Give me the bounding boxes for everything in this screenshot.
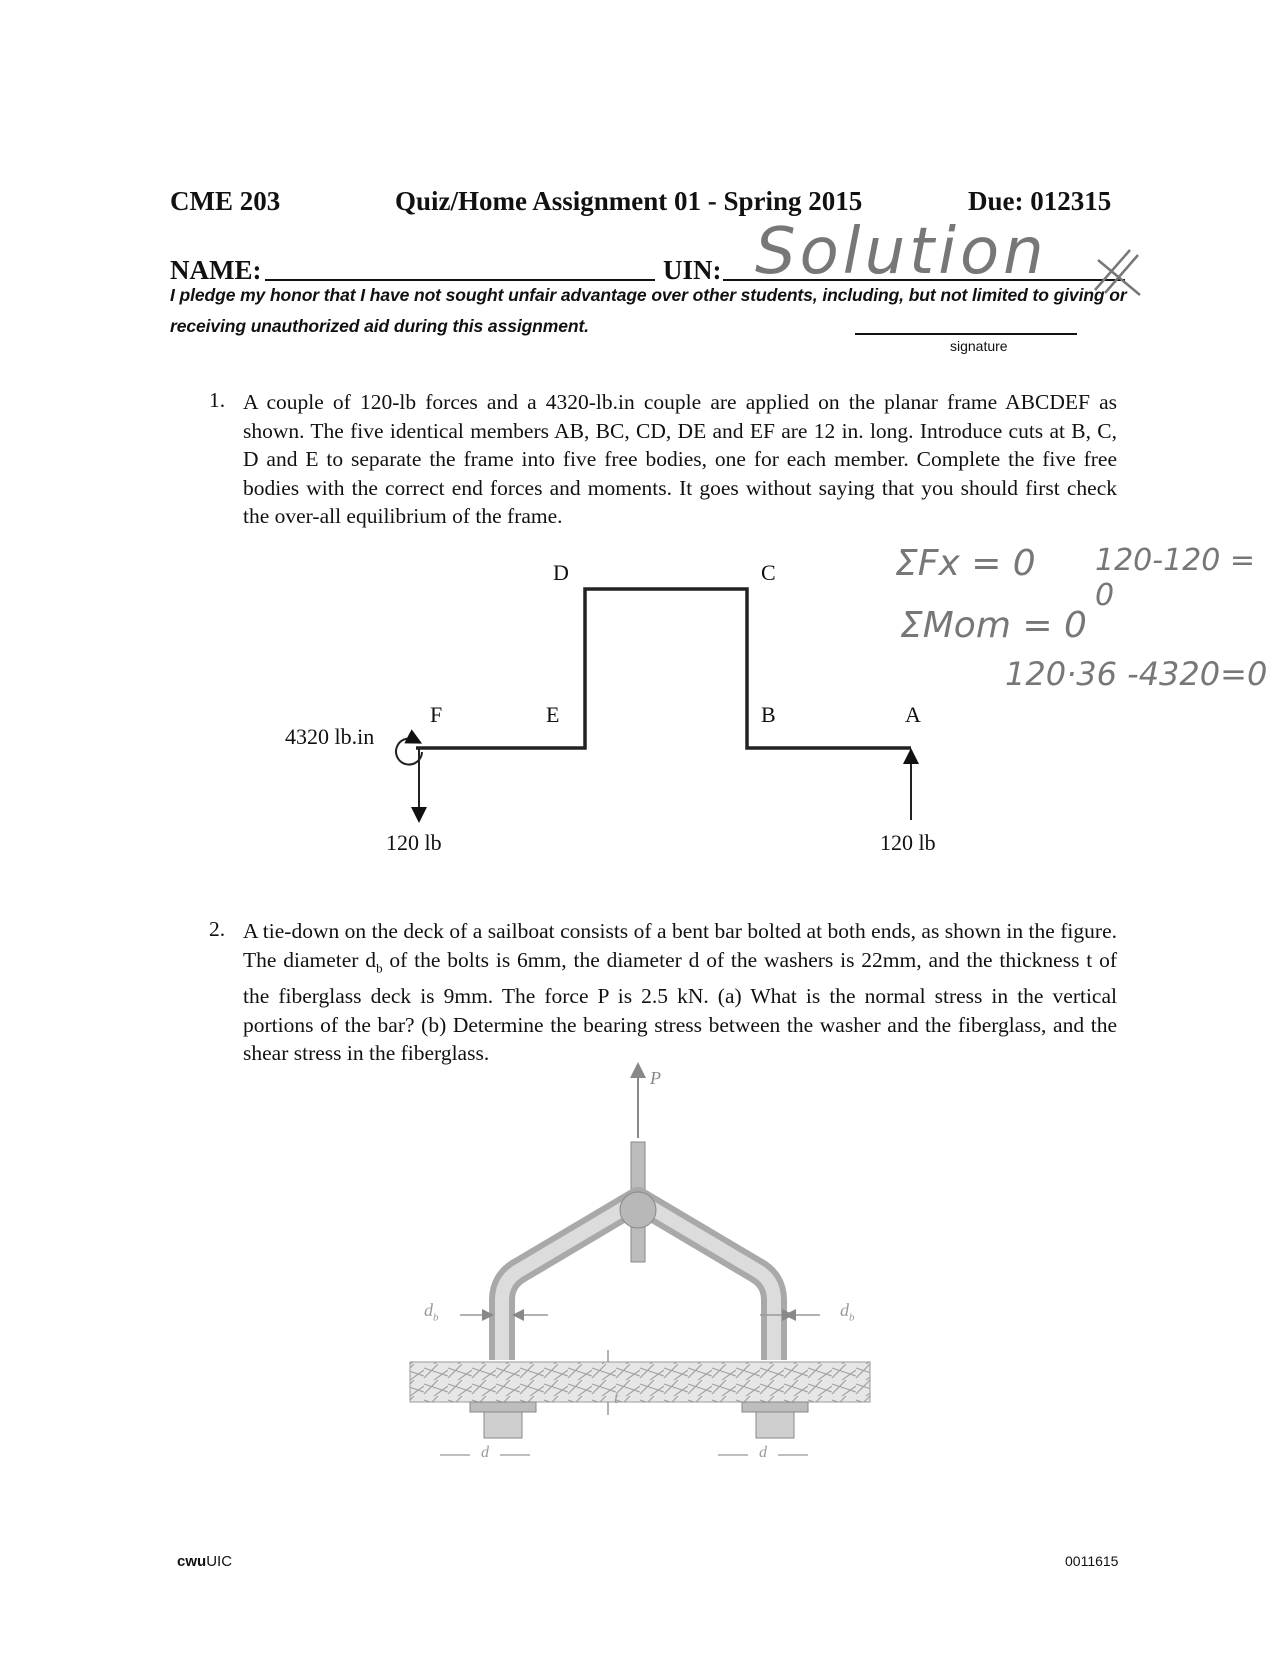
- honor-pledge: I pledge my honor that I have not sought unfair advantage over other students, including, but not limited to giving or receiving unauthorized aid during this assignment.: [170, 285, 1127, 336]
- label-p: P: [650, 1068, 661, 1088]
- label-e: E: [546, 702, 560, 727]
- question-1-text: A couple of 120-lb forces and a 4320-lb.in couple are applied on the planar frame ABCDEF as shown. The five identical members AB, BC, CD, DE and EF are 12 in. long. Introduce cuts at B, C, D and E to separate the frame into five free bodies, one for each member. Complete the five free bodies with the correct end forces and moments. It goes without saying that you should first check the over-all equilibrium of the frame.: [243, 390, 1117, 528]
- tie-down-figure: [400, 1060, 880, 1460]
- signature-label: signature: [950, 338, 1008, 354]
- question-2-number: 2.: [209, 917, 226, 941]
- course-code: CME 203: [170, 186, 281, 216]
- document-code: 0011615: [1065, 1553, 1119, 1569]
- handwritten-mom-check: 120·36 -4320=0: [1005, 655, 1268, 693]
- handwritten-solution: Solution: [755, 215, 1048, 289]
- handwritten-sum-fx: ΣFx = 0: [895, 543, 1036, 584]
- label-a: A: [905, 702, 921, 727]
- frame-members: [416, 589, 911, 748]
- footer-logo: cwuUIC: [177, 1553, 233, 1570]
- label-c: C: [761, 560, 776, 585]
- nut-left: [484, 1412, 522, 1438]
- moment-label: 4320 lb.in: [285, 724, 375, 749]
- label-b: B: [761, 702, 776, 727]
- label-db-left: $d_b$: [424, 1300, 439, 1324]
- assignment-title: Quiz/Home Assignment 01 - Spring 2015: [395, 186, 863, 216]
- force-right-label: 120 lb: [880, 830, 936, 855]
- label-d: D: [553, 560, 569, 585]
- name-label: NAME:: [170, 255, 262, 285]
- due-date: Due: 012315: [968, 186, 1112, 216]
- knot: [620, 1192, 656, 1228]
- label-f: F: [430, 702, 443, 727]
- label-t: t: [614, 1390, 619, 1407]
- force-left-label: 120 lb: [386, 830, 442, 855]
- handwritten-fx-check: 120-120 = 0: [1095, 543, 1256, 613]
- fiberglass-deck: [410, 1362, 870, 1402]
- uin-label: UIN:: [663, 255, 722, 285]
- question-1-number: 1.: [209, 388, 226, 412]
- washer-right: [742, 1402, 808, 1412]
- label-d-left: d: [481, 1444, 489, 1461]
- washer-left: [470, 1402, 536, 1412]
- label-d-right: d: [759, 1444, 767, 1461]
- question-2-text: A tie-down on the deck of a sailboat consists of a bent bar bolted at both ends, as shown in the figure. The diameter $d_b$ of the bolts is 6mm, the diameter d of the washers is 22mm, and the thickness t of the fiberglass deck is 9mm. The force P is 2.5 kN. (a) What is the normal stress in the vertical portions of the bar? (b) Determine the bearing stress between the washer and the fiberglass, and the shear stress in the fiberglass.: [243, 919, 1117, 1066]
- nut-right: [756, 1412, 794, 1438]
- handwritten-sum-mom: ΣMom = 0: [900, 605, 1087, 646]
- label-db-right: $d_b$: [840, 1300, 855, 1324]
